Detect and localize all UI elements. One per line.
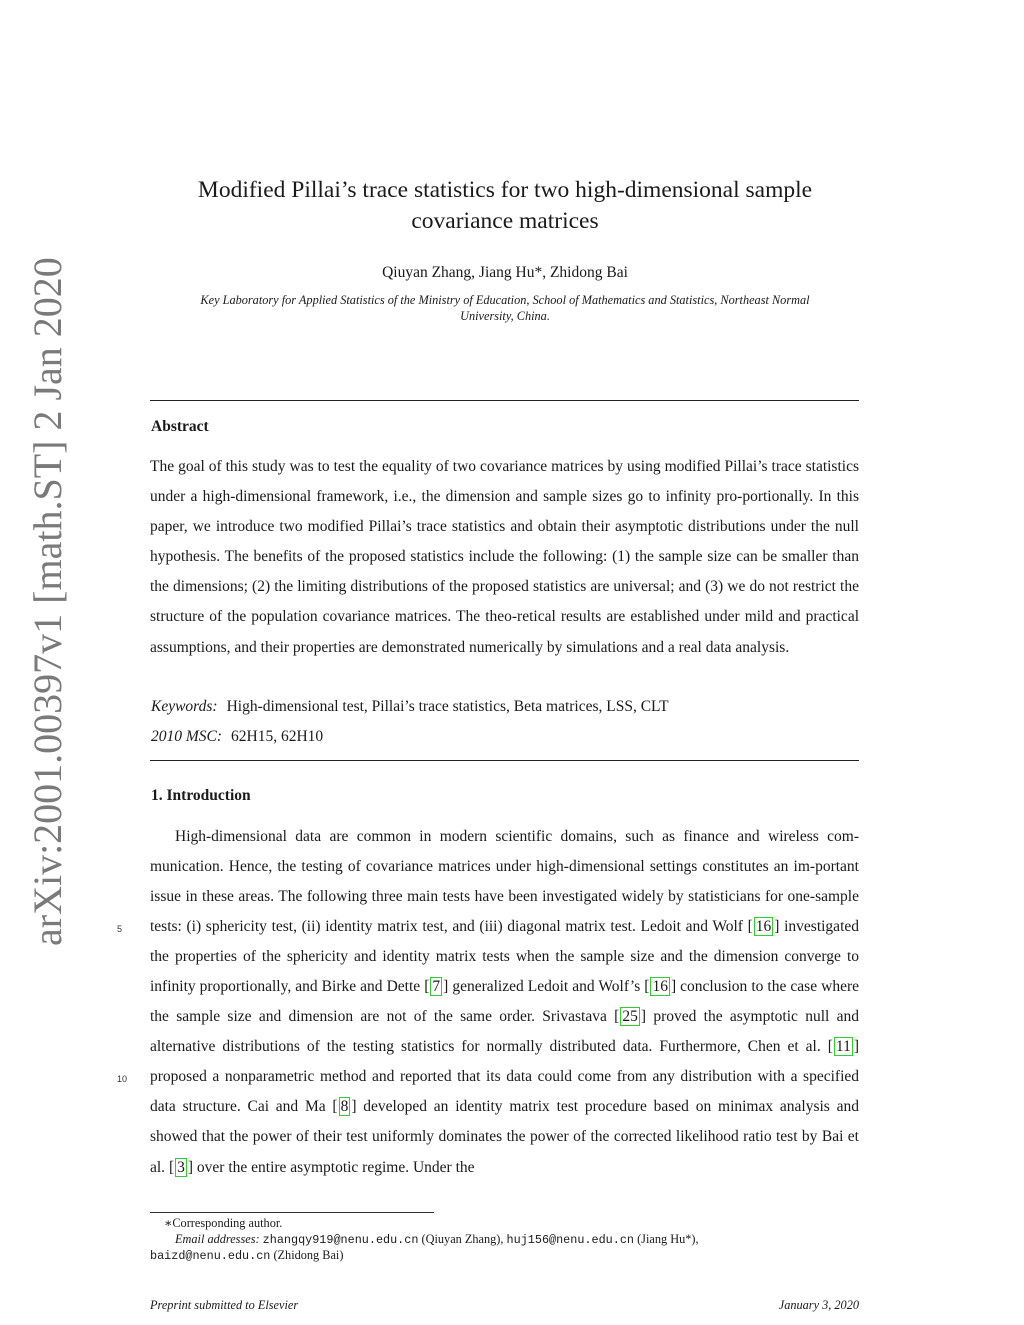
citation-link[interactable]: 11 — [835, 1038, 851, 1056]
intro-text-2: investigated the properties of the sphericity and identity matrix tests when the sample size and the dimension converge to infinity proportionally, and Birke and Dette — [150, 918, 860, 996]
footnote-divider — [150, 1212, 434, 1213]
citation-link[interactable]: 7 — [432, 978, 441, 996]
email-link[interactable]: huj156@nenu.edu.cn — [506, 1233, 634, 1247]
keywords-label: Keywords: — [151, 698, 218, 715]
email-owner: (Zhidong Bai) — [273, 1248, 344, 1262]
author-list: Qiuyan Zhang, Jiang Hu*, Zhidong Bai — [382, 264, 628, 281]
email-link[interactable]: baizd@nenu.edu.cn — [150, 1249, 271, 1263]
affiliation-line-2: University, China. — [460, 308, 550, 323]
intro-text-8: over the entire asymptotic regime. Under the — [193, 1158, 475, 1176]
citation-link[interactable]: 3 — [177, 1158, 185, 1176]
arxiv-identifier-stamp: arXiv:2001.00397v1 [math.ST] 2 Jan 2020 — [25, 257, 70, 946]
abstract-text: The goal of this study was to test the equality of two covariance matrices by using modified Pillai’s trace statistics under a high-dimensional framework, i.e., the dimension and sample sizes go to infinity pro-portionally. In this paper, we introduce two modified Pillai’s trace statistics and obtain their asymptotic distributions under the null hypothesis. The benefits of the proposed statistics include the following: (1) the sample size can be smaller than the dimensions; (2) the limiting distributions of the proposed statistics are universal; and (3) we do not restrict the structure of the population covariance matrices. The theo-retical results are established under mild and practical assumptions, and their properties are demonstrated numerically by simulations and a real data analysis. — [150, 458, 859, 656]
preprint-date: January 3, 2020 — [778, 1298, 859, 1312]
introduction-heading: 1. Introduction — [151, 787, 251, 804]
msc-line — [151, 727, 859, 747]
introduction-paragraph: High-dimensional data are common in modern scientific domains, such as finance and wireless com-munication. Hence, the testing of covariance matrices under high-dimensional settings constitutes an im-portant issue in these areas. The following three main tests have been investigated widely by statisticians for one-sample tests: (i) sphericity test, (ii) identity matrix test, and (iii) diagonal matrix test. Ledoit and Wolf [ 16 ] investigated the properties of the sphericity and identity matrix tests when the sample size and the dimension converge to infinity proportionally, and Birke and Dette [ 7 ] generalized Ledoit and Wolf’s [ 16 ] conclusion to the case where the sample size and dimension are not of the same order. Srivastava [ 25 ] proved the asymptotic null and alternative distributions of the testing statistics for normally distributed data. Furthermore, Chen et al. [ 11 ] proposed a nonparametric method and reported that its data could come from any distribution with a specified data structure. Cai and Ma [ 8 ] developed an identity matrix test procedure based on minimax analysis and showed that the power of their test uniformly dominates the power of the corrected likelihood ratio test by Bai et al. [ 3 ] over the entire asymptotic regime. Under the — [150, 828, 860, 1176]
affiliation-line-1: Key Laboratory for Applied Statistics of the Ministry of Education, School of Mathematics and Statistics, Northeast Normal — [200, 293, 810, 307]
email-addresses-line — [150, 1231, 884, 1248]
intro-text-7: developed an identity matrix test procedure based on minimax analysis and showed that the power of their test uniformly dominates the power of the corrected likelihood ratio test by Bai et al. — [150, 1098, 860, 1176]
citation-link[interactable]: 16 — [652, 978, 668, 996]
msc-label: 2010 MSC: — [151, 728, 223, 745]
title-line-1: Modified Pillai’s trace statistics for two high-dimensional sample — [197, 177, 813, 203]
line-number: 5 — [117, 924, 123, 934]
affiliation — [150, 293, 860, 324]
email-owner: (Jiang Hu*), — [637, 1232, 699, 1246]
abstract-heading: Abstract — [151, 418, 209, 435]
citation-link[interactable]: 16 — [755, 918, 772, 936]
keywords-line — [151, 697, 859, 717]
abstract-top-divider — [150, 400, 859, 401]
corresponding-author-note: ∗Corresponding author. — [164, 1216, 283, 1230]
citation-link[interactable]: 25 — [622, 1008, 638, 1026]
preprint-notice: Preprint submitted to Elsevier — [150, 1298, 299, 1312]
intro-text-4: conclusion to the case where the sample size and dimension are not of the same order. Srivastava — [150, 978, 859, 1026]
paper-title — [150, 175, 860, 237]
line-number: 10 — [117, 1074, 128, 1084]
abstract-bottom-divider — [150, 760, 859, 761]
keywords-value: High-dimensional test, Pillai’s trace statistics, Beta matrices, LSS, CLT — [226, 698, 669, 715]
title-line-2: covariance matrices — [411, 208, 599, 234]
citation-link[interactable]: 8 — [340, 1098, 349, 1116]
intro-text-1: High-dimensional data are common in modern scientific domains, such as finance and wireless com-munication. Hence, the testing of covariance matrices under high-dimensional settings constitutes an im-portant issue in these areas. The following three main tests have been investigated widely by statisticians for one-sample tests: (i) sphericity test, (ii) identity matrix test, and (iii) diagonal matrix test. Ledoit and Wolf — [150, 828, 859, 936]
email-owner: (Qiuyan Zhang), — [421, 1232, 504, 1246]
intro-text-5: proved the asymptotic null and alternative distributions of the testing statistics for normally distributed data. Furthermore, Chen et al. — [150, 1008, 859, 1056]
email-addresses-line-2 — [150, 1247, 859, 1264]
email-label: Email addresses: — [175, 1232, 260, 1246]
msc-value: 62H15, 62H10 — [231, 728, 324, 745]
intro-text-6: proposed a nonparametric method and reported that its data could come from any distribution with a specified data structure. Cai and Ma — [150, 1068, 859, 1116]
email-link[interactable]: zhangqy919@nenu.edu.cn — [262, 1233, 419, 1247]
intro-text-3: generalized Ledoit and Wolf’s — [448, 978, 645, 996]
